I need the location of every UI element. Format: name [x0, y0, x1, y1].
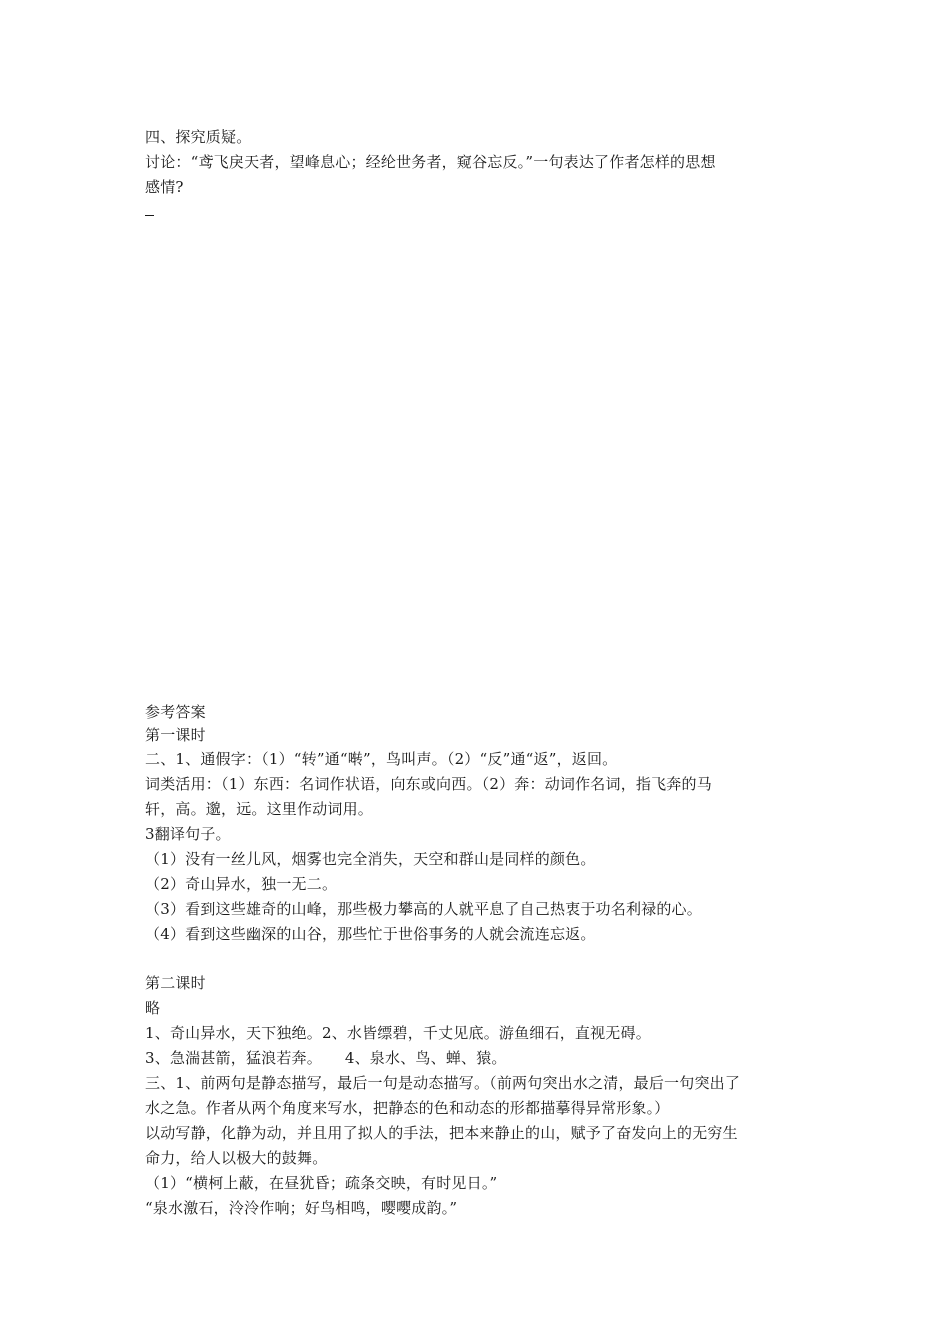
discussion-question: 讨论：“鸢飞戾天者，望峰息心；经纶世务者，窥谷忘反。”一句表达了作者怎样的思想	[145, 153, 716, 171]
section-heading: 四、探究质疑。	[145, 128, 252, 146]
translation-item: （2）奇山异水，独一无二。	[145, 875, 338, 893]
section3-answer-cont: 水之急。作者从两个角度来写水，把静态的色和动态的形都描摹得异常形象。）	[145, 1099, 670, 1117]
translation-item: （1）没有一丝儿风，烟雾也完全消失，天空和群山是同样的颜色。	[145, 850, 596, 868]
answers-title: 参考答案	[145, 703, 206, 721]
lesson2-title: 第二课时	[145, 974, 206, 992]
dynamic-answer-cont: 命力，给人以极大的鼓舞。	[145, 1149, 328, 1167]
quote-line: “泉水激石，泠泠作响；好鸟相鸣，嘤嘤成韵。”	[145, 1199, 458, 1217]
quote-line: （1）“横柯上蔽，在昼犹昏；疏条交映，有时见日。”	[145, 1174, 498, 1192]
cilei-answer-cont: 轩，高。邈，远。这里作动词用。	[145, 800, 374, 818]
lesson1-title: 第一课时	[145, 726, 206, 744]
translate-heading: 3翻译句子。	[145, 825, 231, 843]
text-cursor	[145, 215, 154, 216]
answer-item-1-2: 1、奇山异水，天下独绝。2、水皆缥碧，千丈见底。游鱼细石，直视无碍。	[145, 1024, 651, 1042]
lesson2-lue: 略	[145, 999, 161, 1017]
answer-item-3-4: 3、急湍甚箭，猛浪若奔。 4、泉水、鸟、蝉、猿。	[145, 1049, 507, 1067]
dynamic-answer: 以动写静，化静为动，并且用了拟人的手法，把本来静止的山，赋予了奋发向上的无穷生	[145, 1124, 738, 1142]
section3-answer: 三、1、前两句是静态描写，最后一句是动态描写。（前两句突出水之清，最后一句突出了	[145, 1074, 741, 1092]
translation-item: （4）看到这些幽深的山谷，那些忙于世俗事务的人就会流连忘返。	[145, 925, 596, 943]
translation-item: （3）看到这些雄奇的山峰，那些极力攀高的人就平息了自己热衷于功名利禄的心。	[145, 900, 702, 918]
tongjiazi-answer: 二、1、通假字：（1）“转”通“啭”，鸟叫声。（2）“反”通“返”，返回。	[145, 750, 618, 768]
cilei-answer: 词类活用：（1）东西：名词作状语，向东或向西。（2）奔：动词作名词，指飞奔的马	[145, 775, 712, 793]
discussion-question-cont: 感情?	[145, 178, 184, 196]
